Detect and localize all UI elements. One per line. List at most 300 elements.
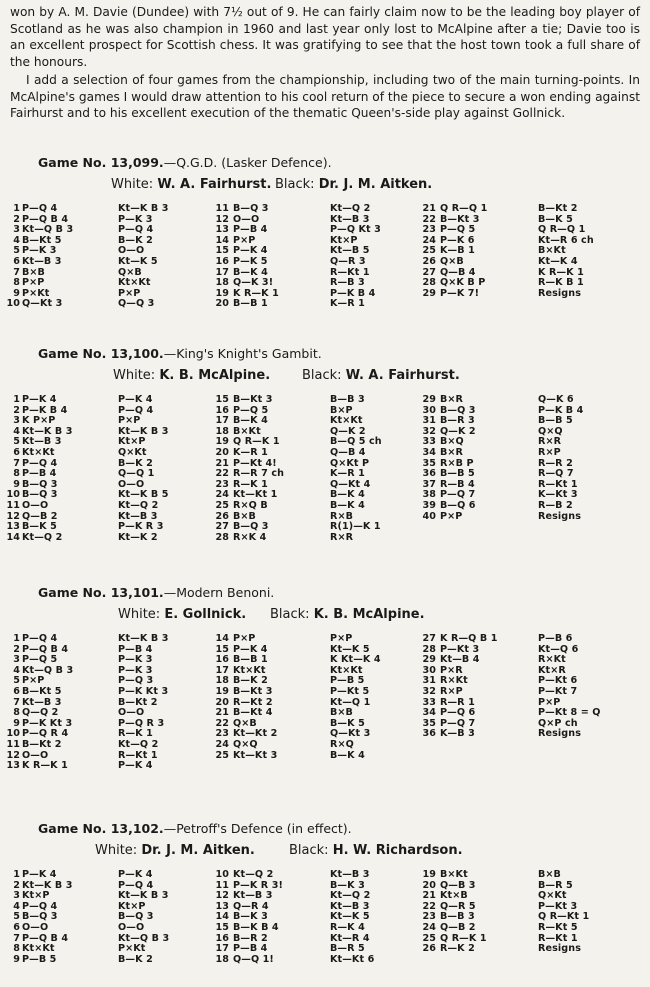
move-number: 8 [13,277,20,289]
move-number: 13 [215,224,229,236]
move-number: 38 [422,489,436,501]
black-move: B—B 3 [330,394,365,405]
white-move: K—B 3 [440,728,475,740]
white-move: B—Kt 4 [233,707,273,719]
white-move: P—K 6 [440,234,475,246]
black-move: K—Kt 3 [538,489,578,501]
white-move: P—Q 4 [22,633,58,644]
move-number: 8 [13,943,20,955]
move-number: 24 [422,234,436,246]
move-number: 10 [6,489,20,501]
black-move: Q—R 3 [330,256,366,267]
black-move: Q×P ch [538,717,578,729]
white-move: P—Q B 4 [22,643,69,655]
black-move: B—K 4 [330,500,365,511]
opening-name: —Petroff's Defence (in effect). [163,821,352,836]
move-number: 3 [13,654,20,666]
white-move: P—Q 4 [22,203,58,214]
move-number: 14 [215,911,229,923]
move-number: 16 [215,256,229,267]
move-number: 18 [215,277,229,289]
black-move: P—Kt 5 [330,686,370,697]
white-move: P×P [233,234,256,246]
black-move: Resigns [538,287,582,299]
black-move: K Kt—K 4 [330,654,381,666]
white-move: B—Q 3 [233,521,269,533]
black-move: P—Q 4 [118,404,154,416]
white-move: B×Q [440,436,464,448]
white-move: P—K 4 [233,245,268,257]
move-number: 14 [215,234,229,246]
black-move: Q R—Q 1 [538,224,586,236]
white-move: B×Kt [440,869,468,880]
move-number: 10 [6,728,20,740]
game-2 [0,345,650,543]
white-move: B×B [22,266,45,278]
black-move: P×P [118,287,141,299]
move-number: 19 [215,436,229,448]
white-move: P—B 4 [233,224,268,236]
white-move: Q×B [233,717,257,729]
move-number: 16 [215,654,229,666]
move-number: 19 [215,287,229,299]
white-move: O—O [22,922,49,933]
move-number: 6 [13,447,20,458]
move-number: 15 [215,922,229,933]
move-number: 23 [422,224,436,236]
white-move: Q—B 2 [440,922,476,933]
black-move: Kt—K 5 [330,643,370,655]
move-number: 6 [13,256,20,267]
game-4 [0,820,650,965]
white-move: P—Q B 4 [22,932,69,944]
white-move: B—B 1 [233,298,268,310]
black-move: Kt×P [330,234,358,246]
black-move: R—K 1 [118,728,153,740]
move-number: 1 [13,203,20,214]
black-move: B—R 5 [330,943,365,955]
black-move: P—K 3 [118,213,153,225]
white-move: R×P [440,686,463,697]
move-number: 4 [13,900,20,912]
black-move: Kt—B 3 [330,213,370,225]
white-move: R—R 1 [440,696,475,708]
black-move: P—Kt 8 = Q [538,707,601,719]
move-number: 35 [422,717,436,729]
move-number: 5 [13,436,20,448]
black-move: B×B [330,707,353,719]
white-move: R×Q B [233,500,268,511]
move-number: 40 [422,510,436,522]
white-move: B—Q 3 [440,404,476,416]
black-move: Kt—K B 3 [118,203,169,214]
white-move: B—B 3 [440,911,475,923]
white-move: B—K 4 [233,266,268,278]
game-number: Game No. 13,100. [38,346,164,361]
white-move: Kt×Kt [233,664,266,676]
white-move: B—B 1 [233,654,268,666]
white-move: B—K B 4 [233,922,279,933]
white-move: P×P [22,277,45,289]
move-table [0,395,650,543]
black-move: P—Q Kt 3 [330,224,381,236]
move-number: 12 [6,510,20,522]
move-number: 21 [422,203,436,214]
move-number: 5 [13,911,20,923]
white-move: Kt—B 4 [440,654,480,666]
move-number: 11 [6,739,20,750]
black-move: Kt×R [538,664,566,676]
move-number: 14 [6,531,20,543]
black-move: Q×Kt P [330,457,370,469]
black-move: R×Kt [538,654,566,666]
move-number: 15 [215,394,229,405]
white-move: P×R [440,664,463,676]
black-move: Q—Kt 3 [330,728,371,740]
white-move: Q—K 3! [233,277,274,289]
black-move: Q—Q 1 [118,468,155,480]
black-move: P—B 6 [538,633,573,644]
white-move: R—B 4 [440,478,475,490]
white-move: B—Q 3 [233,203,269,214]
black-move: B—K 3 [330,879,365,891]
move-number: 8 [13,707,20,719]
white-move: P—B 4 [233,943,268,955]
black-move: B—Q 5 ch [330,436,382,448]
move-number: 4 [13,664,20,676]
white-move: P—Q 5 [440,224,476,236]
black-move: P—Q 4 [118,879,154,891]
move-number: 5 [13,245,20,257]
black-move: R—Kt 1 [118,749,158,761]
black-move: Resigns [538,510,582,522]
white-move: P—K 4 [22,394,57,405]
move-table [0,204,650,310]
white-move: K—R 1 [233,447,268,458]
move-number: 12 [6,749,20,761]
white-player: White: Dr. J. M. Aitken. [95,843,255,858]
move-table [0,634,650,772]
move-number: 20 [215,298,229,310]
white-move: P—B 4 [22,468,57,480]
black-move: R—K 4 [330,922,365,933]
white-move: B—Kt 5 [22,686,62,697]
black-move: P—Kt 6 [538,675,578,687]
white-move: Q×B [440,256,464,267]
white-move: P—Q R 4 [22,728,69,740]
move-number: 2 [13,879,20,891]
white-move: P×P [440,510,463,522]
white-move: R×Kt [440,675,468,687]
move-number: 27 [215,521,229,533]
move-number: 24 [422,922,436,933]
white-move: P—Q 7 [440,489,476,501]
move-number: 9 [13,478,20,490]
move-number: 22 [215,717,229,729]
black-move: P—Kt 7 [538,686,578,697]
black-move: R(1)—K 1 [330,521,381,533]
white-move: P—K B 4 [22,404,68,416]
white-move: B—Q 6 [440,500,476,511]
white-move: Kt—K B 3 [22,425,73,437]
move-number: 13 [6,760,20,772]
black-player: Black: H. W. Richardson. [289,843,463,858]
game-title [38,345,650,363]
move-number: 28 [422,277,436,289]
move-number: 18 [215,425,229,437]
black-move: Kt—K 5 [118,256,158,267]
opening-name: —Modern Benoni. [163,585,275,600]
game-1 [0,154,650,310]
move-number: 28 [215,531,229,543]
black-move: P—K B 4 [330,287,376,299]
game-3 [0,584,650,772]
move-number: 7 [13,457,20,469]
white-move: Q—R 4 [233,900,269,912]
move-number: 31 [422,675,436,687]
black-move: Kt×Kt [330,664,363,676]
move-number: 17 [215,266,229,278]
game-number: Game No. 13,102. [38,821,164,836]
black-move: R×R [538,436,562,448]
white-move: B—Kt 2 [22,739,62,750]
black-move: P—B 4 [118,643,153,655]
white-move: P—Q 5 [22,654,58,666]
move-number: 9 [13,717,20,729]
move-number: 32 [422,686,436,697]
white-move: P—K 3 [22,245,57,257]
white-move: B×Kt [233,425,261,437]
move-number: 21 [422,890,436,902]
move-number: 25 [422,932,436,944]
black-move: R×Q [330,739,354,750]
white-move: P—K 4 [233,643,268,655]
move-number: 11 [215,203,229,214]
move-number: 26 [422,943,436,955]
white-move: Q—Q 1! [233,953,274,965]
move-number: 17 [215,415,229,427]
move-number: 19 [215,686,229,697]
move-number: 25 [215,749,229,761]
white-move: B—Q 3 [22,478,58,490]
white-move: P—K 7! [440,287,480,299]
move-number: 17 [215,664,229,676]
move-number: 18 [215,675,229,687]
intro-text [0,0,650,122]
move-number: 1 [13,633,20,644]
black-move: Q—Q 3 [118,298,155,310]
white-move: K R—K 1 [22,760,68,772]
white-move: Kt—Kt 2 [233,728,278,740]
white-move: O—O [22,749,49,761]
move-table [0,870,650,965]
move-number: 3 [13,890,20,902]
white-move: P—K 4 [22,869,57,880]
move-number: 10 [6,298,20,310]
black-move: Q—Kt 4 [330,478,371,490]
black-player: Black: Dr. J. M. Aitken. [275,177,433,192]
white-move: P—K 5 [233,256,268,267]
black-move: Kt—K B 3 [118,890,169,902]
move-number: 11 [6,500,20,511]
move-number: 8 [13,468,20,480]
white-move: B—K 5 [22,521,57,533]
black-move: B—Q 3 [118,911,154,923]
white-move: P—B 5 [22,953,57,965]
move-number: 16 [215,404,229,416]
white-move: B×B [233,510,256,522]
black-move: P—K B 4 [538,404,584,416]
black-move: P—K 3 [118,664,153,676]
move-number: 29 [422,654,436,666]
move-number: 2 [13,404,20,416]
move-number: 24 [215,489,229,501]
white-move: Kt×B [440,890,468,902]
move-number: 6 [13,922,20,933]
black-move: P—Q R 3 [118,717,165,729]
move-number: 32 [422,425,436,437]
black-move: Kt×Kt [330,415,363,427]
white-move: Kt—Q 2 [233,869,274,880]
move-number: 21 [215,457,229,469]
black-move: Kt×P [118,436,146,448]
black-move: B—B 5 [538,415,573,427]
move-number: 35 [422,457,436,469]
black-move: P—K Kt 3 [118,686,169,697]
white-move: P×P [22,675,45,687]
move-number: 19 [422,869,436,880]
white-move: Q—R 5 [440,900,476,912]
game-title [38,154,650,172]
move-number: 30 [422,664,436,676]
black-player: Black: K. B. McAlpine. [270,607,425,622]
move-number: 25 [422,245,436,257]
white-move: Kt×Kt [22,943,55,955]
intro-paragraph-2: I add a selection of four games from the championship, including two of the main turning-points. In McAlpine's games I would draw attention to his cool return of the piece to secure a won ending against Fairhurst and to his excellent execution of the thematic Queen's-side play against Gollnick. [10,73,640,120]
black-move: P—K 3 [118,654,153,666]
black-move: R—Kt 1 [538,932,578,944]
move-number: 22 [422,900,436,912]
black-move: K R—K 1 [538,266,584,278]
opening-name: —Q.G.D. (Lasker Defence). [163,155,332,170]
move-number: 5 [13,675,20,687]
black-move: R—K B 1 [538,277,584,289]
black-move: R×R [330,531,354,543]
white-move: R—K 2 [440,943,475,955]
move-number: 22 [422,213,436,225]
black-move: Kt—B 3 [330,900,370,912]
black-move: Kt—Kt 6 [330,953,375,965]
white-move: P—K Kt 3 [22,717,73,729]
black-move: Kt—K 5 [330,911,370,923]
black-move: Resigns [538,728,582,740]
black-move: Kt—Q 1 [330,696,371,708]
black-move: R×B [330,510,354,522]
opening-name: —King's Knight's Gambit. [163,346,322,361]
white-move: R×K 4 [233,531,267,543]
move-number: 24 [215,739,229,750]
white-move: Kt—Q B 3 [22,664,74,676]
black-move: P—Kt 3 [538,900,578,912]
white-move: B—Q 3 [22,911,58,923]
white-move: B—K 4 [233,415,268,427]
move-number: 7 [13,266,20,278]
move-number: 3 [13,415,20,427]
white-move: B—Kt 5 [22,234,62,246]
white-move: B×R [440,447,464,458]
move-number: 7 [13,932,20,944]
white-move: B—Kt 3 [440,213,480,225]
white-player: White: W. A. Fairhurst. [111,177,272,192]
move-number: 2 [13,213,20,225]
white-move: P×Kt [22,287,50,299]
white-move: Kt—B 3 [22,436,62,448]
black-move: Kt—B 5 [330,245,370,257]
game-title [38,820,650,838]
black-move: B—R 5 [538,879,573,891]
move-number: 15 [215,643,229,655]
move-number: 14 [215,633,229,644]
move-number: 4 [13,234,20,246]
black-move: P—K 4 [118,869,153,880]
black-move: O—O [118,707,145,719]
white-move: Q R—K 1 [440,932,487,944]
move-number: 12 [215,890,229,902]
move-number: 16 [215,932,229,944]
white-move: Kt×Kt [22,447,55,458]
black-move: K—R 1 [330,468,365,480]
black-move: Q×Kt [118,447,147,458]
move-number: 1 [13,394,20,405]
black-move: Q R—Kt 1 [538,911,590,923]
move-number: 36 [422,468,436,480]
white-move: P—Q 4 [22,457,58,469]
move-number: 36 [422,728,436,740]
white-move: Kt—B 3 [233,890,273,902]
move-number: 18 [215,953,229,965]
move-number: 39 [422,500,436,511]
black-move: Kt—K 4 [538,256,578,267]
intro-paragraph-1: won by A. M. Davie (Dundee) with 7½ out of 9. He can fairly claim now to be the leading boy player of Scotland as he was also champion in 1960 and last year only lost to McAlpine after a tie; Davie too is an excellent prospect for Scottish chess. It was gratifying to see that the host town took a full share of the honours. [10,5,640,69]
move-number: 29 [422,394,436,405]
move-number: 20 [215,447,229,458]
black-move: R—R 2 [538,457,573,469]
white-move: B—K 3 [233,911,268,923]
white-move: P—Q 7 [440,717,476,729]
move-number: 22 [215,468,229,480]
white-move: Kt—K B 3 [22,879,73,891]
white-move: P—Kt 3 [440,643,480,655]
move-number: 26 [215,510,229,522]
move-number: 21 [215,707,229,719]
white-move: P—Q B 4 [22,213,69,225]
move-number: 30 [422,404,436,416]
black-move: P—K 4 [118,394,153,405]
white-move: P—Kt 4! [233,457,277,469]
white-move: O—O [233,213,260,225]
white-move: O—O [22,500,49,511]
move-number: 7 [13,696,20,708]
white-move: P—Q 6 [440,707,476,719]
move-number: 10 [215,869,229,880]
move-number: 11 [215,879,229,891]
move-number: 20 [215,696,229,708]
white-move: B—B 5 [440,468,475,480]
white-move: Kt—Kt 1 [233,489,278,501]
white-move: K—B 1 [440,245,475,257]
white-move: B—R 2 [233,932,268,944]
black-move: B—K 4 [330,749,365,761]
